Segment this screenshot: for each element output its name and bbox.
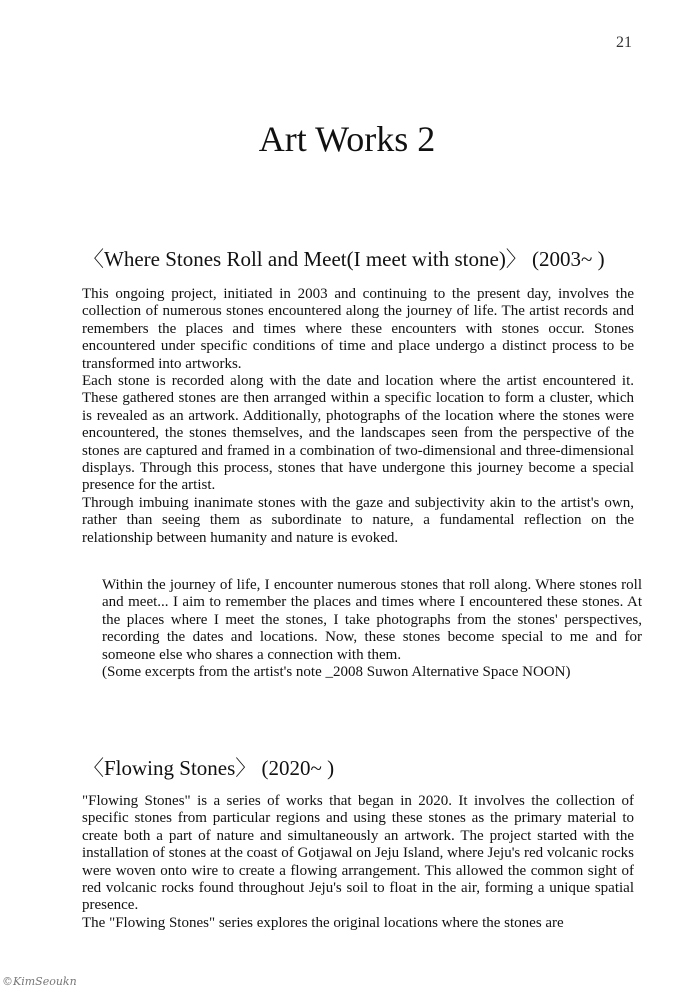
paragraph: Through imbuing inanimate stones with the gaze and subjectivity akin to the artist's own, rather than seeing them as subordinate to nature, a fundamental reflection on the relationship between humanity and nature is evoked. [82,494,634,546]
paragraph: "Flowing Stones" is a series of works that began in 2020. It involves the collection of specific stones from particular regions and using these stones as the primary material to create both a part of nature and simultaneously an artwork. The project started with the installation of stones at the coast of Gotjawal on Jeju Island, where Jeju's red volcanic rocks were woven onto wire to create a flowing arrangement. This allowed the common sight of red volcanic rocks found throughout Jeju's soil to float in the air, forming a unique spatial presence. [82,793,634,914]
watermark: ©KimSeoukn [2,975,77,988]
page-title: Art Works 2 [258,119,436,159]
paragraph: This ongoing project, initiated in 2003 and continuing to the present day, involves the collection of numerous stones encountered along the journey of life. The artist records and remembers the places and times where these encounters with stones occur. Stones encountered under specific conditions of time and place undergo a distinct process to be transformed into artworks. [82,286,634,372]
section-heading-where-stones-roll: 〈Where Stones Roll and Meet(I meet with stone)〉 (2003~ ) [83,247,605,271]
section1-body [82,286,634,547]
quote-source: (Some excerpts from the artist's note _2008 Suwon Alternative Space NOON) [102,664,571,681]
section2-body [82,793,634,932]
artist-note-quote [102,577,642,681]
section-heading-flowing-stones: 〈Flowing Stones〉 (2020~ ) [83,756,335,780]
page-number: 21 [616,34,632,51]
quote-text: Within the journey of life, I encounter numerous stones that roll along. Where stones roll and meet... I aim to remember the places and times where I encountered these stones. At the places where I meet the stones, I take photographs from the stones' perspectives, recording the dates and locations. Now, these stones become special to me and for someone else who shares a connection with them. [102,577,642,663]
paragraph: The "Flowing Stones" series explores the original locations where the stones are [82,914,564,931]
paragraph: Each stone is recorded along with the date and location where the artist encountered it. These gathered stones are then arranged within a specific location to form a cluster, which is revealed as an artwork. Additionally, photographs of the location where the stones were encountered, the stones themselves, and the landscapes seen from the perspective of the stones are captured and framed in a combination of two-dimensional and three-dimensional displays. Through this process, stones that have undergone this journey become a special presence for the artist. [82,373,634,494]
